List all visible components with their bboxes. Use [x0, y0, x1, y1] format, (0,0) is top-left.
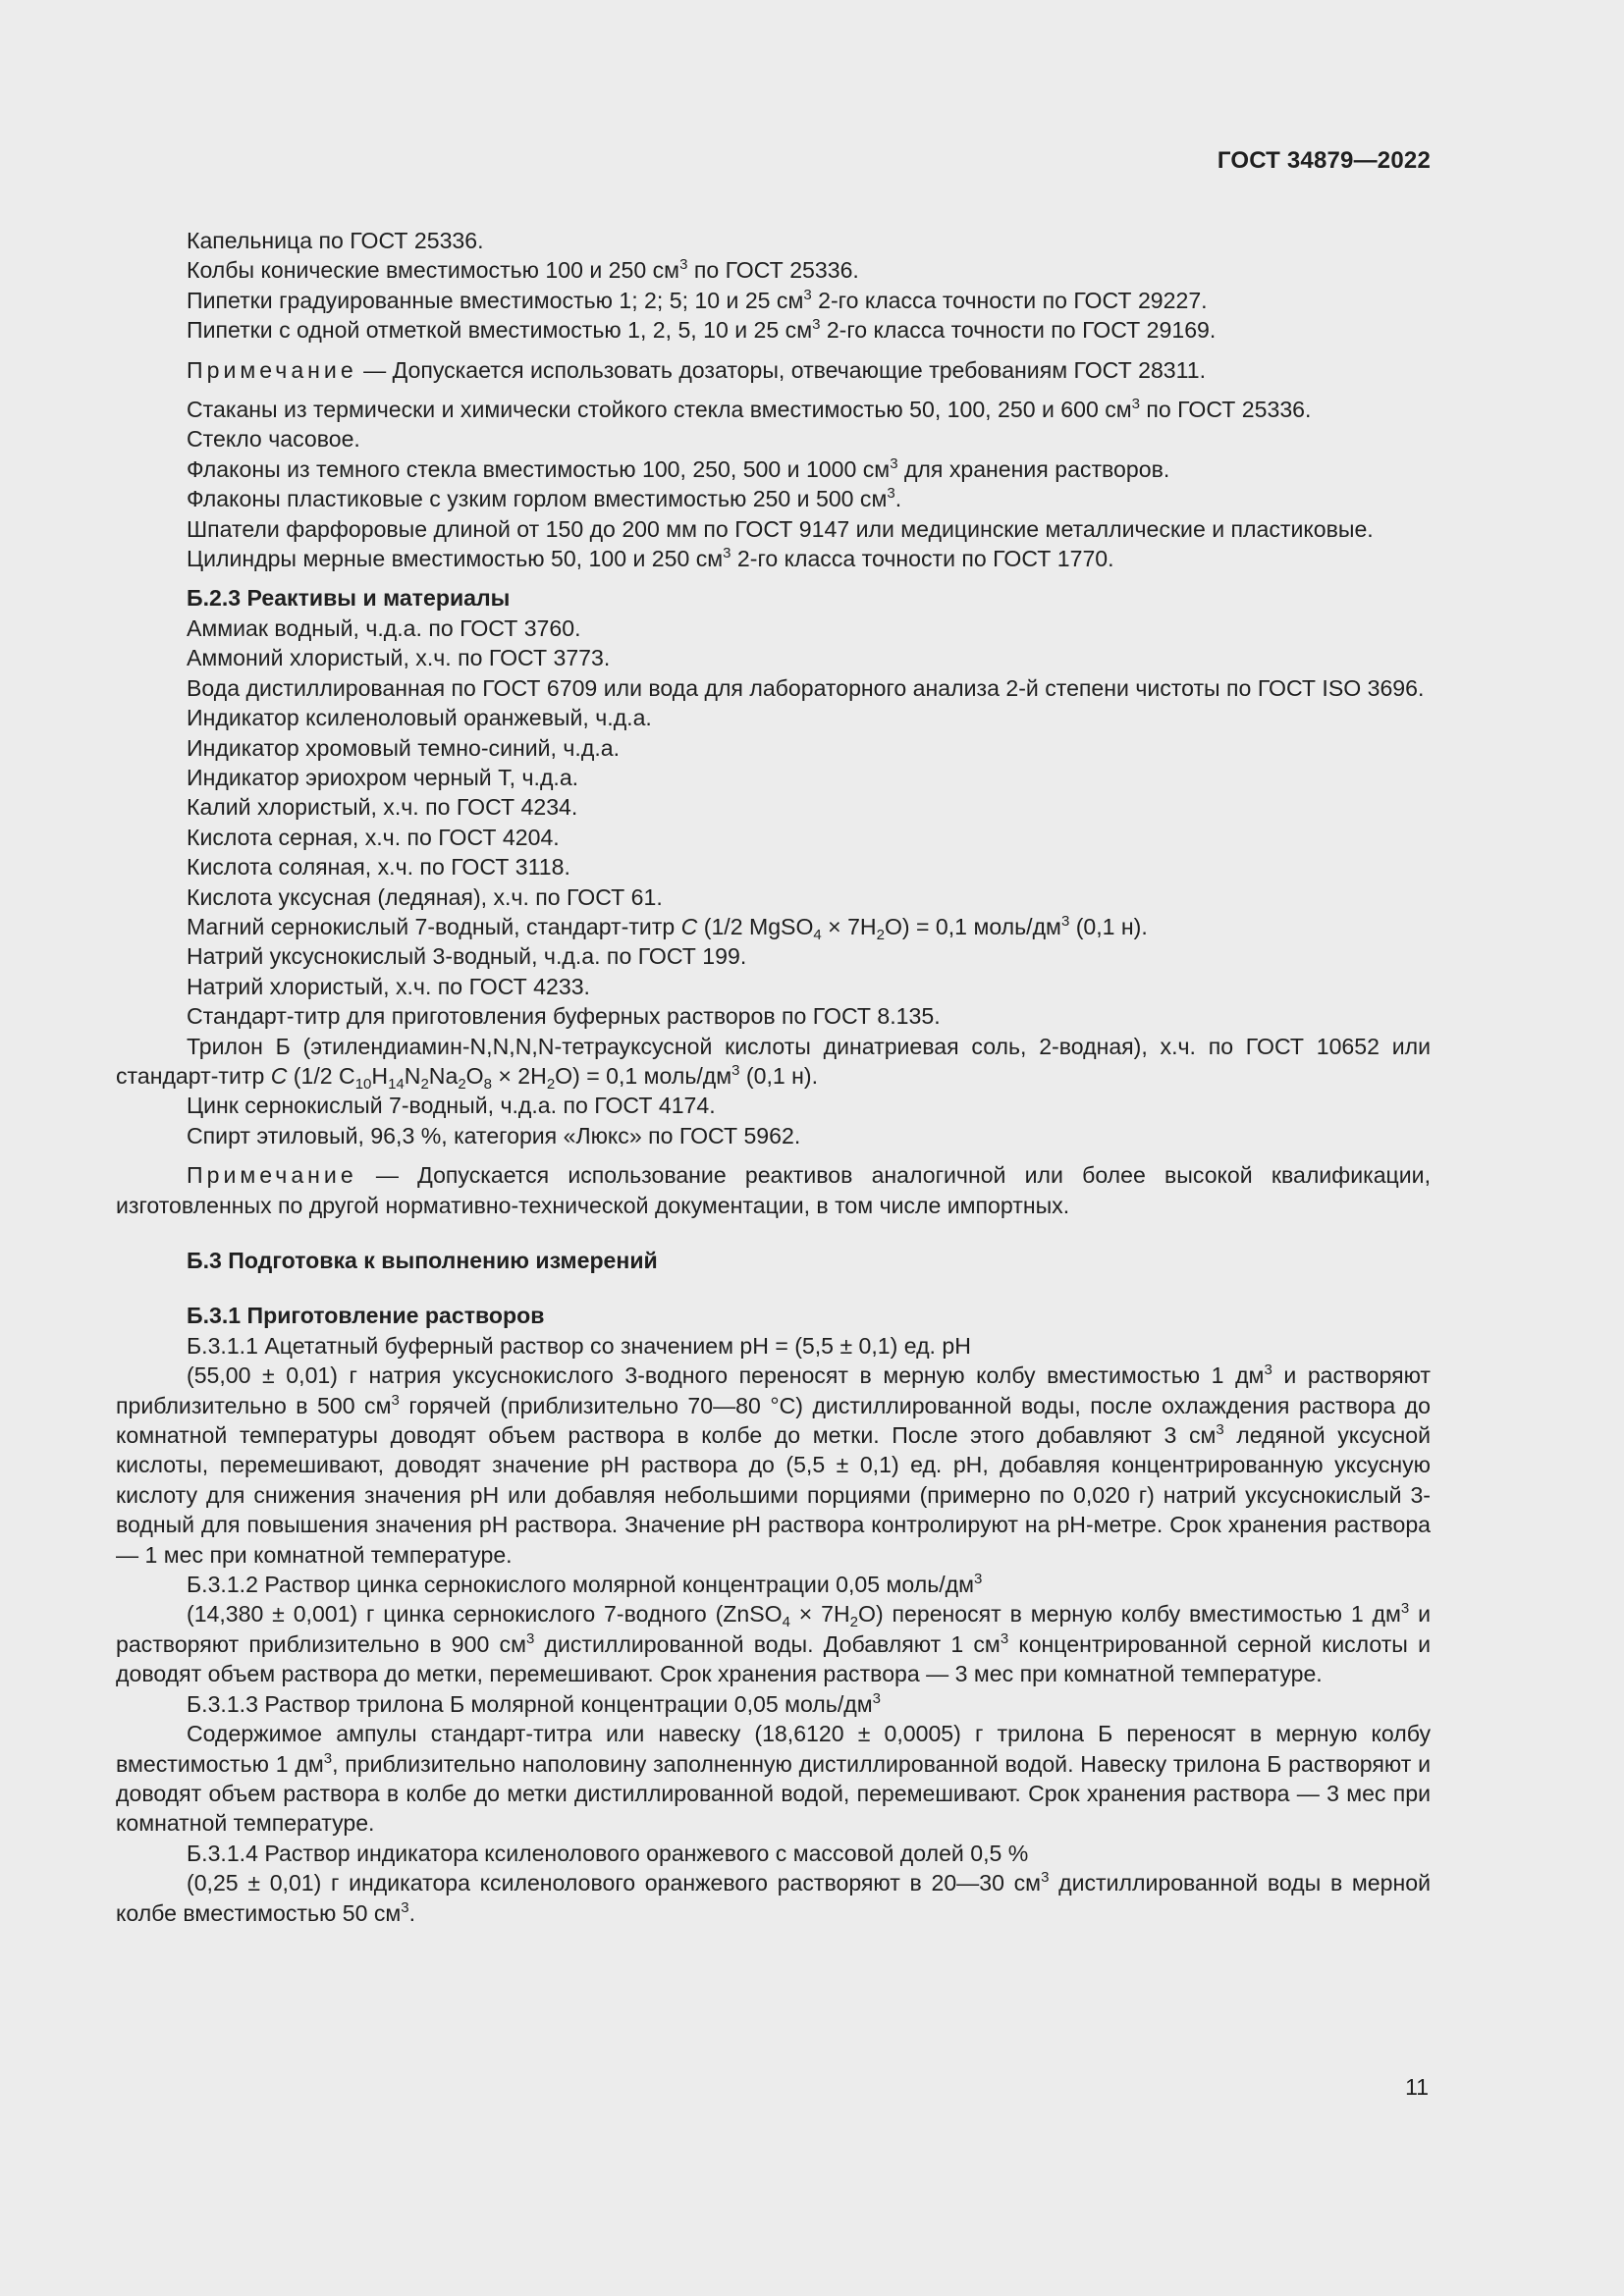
subsection-title: Б.3.1.3 Раствор трилона Б молярной концентрации 0,05 моль/$дм^3$	[187, 1689, 881, 1717]
subsection-title: Б.3.1.2 Раствор цинка сернокислого молярной концентрации 0,05 моль/$дм^3$	[187, 1571, 983, 1598]
note: Примечание — Допускается использовать дозаторы, отвечающие требованиям ГОСТ 28311.	[187, 356, 1207, 383]
reagent-line: Цинк сернокислый 7-водный, ч.д.а. по ГОСТ 4174.	[187, 1093, 716, 1119]
equipment-line: Колбы конические вместимостью 100 и 250 $см^3$ по ГОСТ 25336.	[187, 256, 859, 284]
paragraph: (55,00 ± 0,01) г натрия уксуснокислого 3-водного переносят в мерную колбу вместимостью 1 $дм^3$ и растворяют приблизительно в 500 $см^3$ горячей (приблизительно 70—80 °С) дистиллированной воды, после охлаждения раствора до комнатной температуры доводят объем раствора в колбе до метки. После этого добавляют 3 $см^3$ ледяной уксусной кислоты, перемешивают, доводят значение pH раствора до (5,5 ± 0,1) ед. pH, добавляя концентрированную уксусную кислоту для снижения значения pH или добавляя небольшими порциями (примерно по 0,020 г) натрий уксуснокислый 3-водный для повышения значения pH раствора. Значение pH раствора контролируют на pH-метре. Срок хранения раствора — 1 мес при комнатной температуре.	[116, 1362, 1431, 1568]
page-content	[116, 226, 1431, 1928]
reagent-line: Натрий хлористый, х.ч. по ГОСТ 4233.	[187, 973, 590, 999]
reagent-line: Индикатор хромовый темно-синий, ч.д.а.	[187, 734, 620, 761]
note-label: Примечание	[187, 356, 357, 383]
reagent-line: Натрий уксуснокислый 3-водный, ч.д.а. по ГОСТ 199.	[187, 943, 747, 970]
reagent-line: Спирт этиловый, 96,3 %, категория «Люкс» по ГОСТ 5962.	[187, 1122, 801, 1148]
paragraph: (0,25 ± 0,01) г индикатора ксиленолового оранжевого растворяют в 20—30 $см^3$ дистиллированной воды в мерной колбе вместимостью 50 $см^3$.	[116, 1869, 1431, 1926]
subsection-title: Б.3.1.1 Ацетатный буферный раствор со значением pH = (5,5 ± 0,1) ед. pH	[187, 1332, 971, 1359]
section-heading-b23: Б.2.3 Реактивы и материалы	[187, 585, 511, 612]
equipment-line: Флаконы из темного стекла вместимостью 100, 250, 500 и 1000 $см^3$ для хранения растворов.	[187, 454, 1170, 482]
subsection-title: Б.3.1.4 Раствор индикатора ксиленолового оранжевого с массовой долей 0,5 %	[187, 1840, 1029, 1866]
equipment-line: Стаканы из термически и химически стойкого стекла вместимостью 50, 100, 250 и 600 $см^3$ по ГОСТ 25336.	[187, 396, 1312, 423]
equipment-line: Цилиндры мерные вместимостью 50, 100 и 250 $см^3$ 2-го класса точности по ГОСТ 1770.	[187, 545, 1114, 572]
equipment-line: Шпатели фарфоровые длиной от 150 до 200 мм по ГОСТ 9147 или медицинские металлические и пластиковые.	[187, 515, 1374, 542]
note: Примечание — Допускается использование реактивов аналогичной или более высокой квалификации, изготовленных по другой нормативно-технической документации, в том числе импортных.	[116, 1162, 1431, 1218]
paragraph: (14,380 ± 0,001) г цинка сернокислого 7-водного (ZnSO$_4$ × $7H_2O$) переносят в мерную колбу вместимостью 1 $дм^3$ и растворяют приблизительно в 900 $см^3$ дистиллированной воды. Добавляют 1 $см^3$ концентрированной серной кислоты и доводят объем раствора до метки, перемешивают. Срок хранения раствора — 3 мес при комнатной температуре.	[116, 1600, 1431, 1687]
reagent-line: Калий хлористый, х.ч. по ГОСТ 4234.	[187, 794, 578, 821]
reagent-line: Кислота серная, х.ч. по ГОСТ 4204.	[187, 824, 560, 850]
equipment-line: Пипетки градуированные вместимостью 1; 2; 5; 10 и 25 $см^3$ 2-го класса точности по ГОСТ 29227.	[187, 286, 1208, 313]
equipment-line: Пипетки с одной отметкой вместимостью 1, 2, 5, 10 и 25 $см^3$ 2-го класса точности по ГОСТ 29169.	[187, 316, 1217, 344]
reagent-line: Трилон Б (этилендиамин-N,N,N,N-тетрауксусной кислоты динатриевая соль, 2-водная), х.ч. по ГОСТ 10652 или стандарт-титр C (1/2 $C_{10}H_{14}N_2Na_2O_8 \times 2H_2O) = 0,1$ моль/$дм^3$ (0,1 н).	[116, 1033, 1431, 1093]
reagent-line: Стандарт-титр для приготовления буферных растворов по ГОСТ 8.135.	[187, 1003, 941, 1030]
page-number: 11	[1405, 2074, 1429, 2100]
section-heading-b31: Б.3.1 Приготовление растворов	[187, 1303, 545, 1329]
equipment-line: Стекло часовое.	[187, 426, 360, 453]
reagent-line: Аммиак водный, ч.д.а. по ГОСТ 3760.	[187, 614, 581, 641]
reagent-line: Индикатор эриохром черный Т, ч.д.а.	[187, 764, 579, 790]
reagent-line: Аммоний хлористый, х.ч. по ГОСТ 3773.	[187, 645, 611, 671]
standard-code-header: ГОСТ 34879—2022	[1217, 147, 1431, 174]
reagent-line: Вода дистиллированная по ГОСТ 6709 или вода для лабораторного анализа 2-й степени чистоты по ГОСТ ISO 3696.	[187, 674, 1425, 701]
section-heading-b3: Б.3 Подготовка к выполнению измерений	[187, 1248, 658, 1273]
paragraph: Содержимое ампулы стандарт-титра или навеску (18,6120 ± 0,0005) г трилона Б переносят в мерную колбу вместимостью 1 $дм^3$, приблизительно наполовину заполненную дистиллированной водой. Навеску трилона Б растворяют и доводят объем раствора в колбе до метки дистиллированной водой, перемешивают. Срок хранения раствора — 3 мес при комнатной температуре.	[116, 1721, 1431, 1837]
note-label: Примечание	[187, 1162, 357, 1189]
reagent-line: Магний сернокислый 7-водный, стандарт-титр C (1/2 MgSO$_4$ × $7H_2O) = 0,1$ моль/$дм^3$ (0,1 н).	[187, 912, 1148, 943]
equipment-line: Флаконы пластиковые с узким горлом вместимостью 250 и 500 $см^3$.	[187, 485, 902, 512]
reagent-line: Индикатор ксиленоловый оранжевый, ч.д.а.	[187, 705, 652, 731]
reagent-line: Кислота соляная, х.ч. по ГОСТ 3118.	[187, 854, 570, 881]
equipment-line: Капельница по ГОСТ 25336.	[187, 228, 484, 253]
reagent-line: Кислота уксусная (ледяная), х.ч. по ГОСТ 61.	[187, 883, 663, 910]
